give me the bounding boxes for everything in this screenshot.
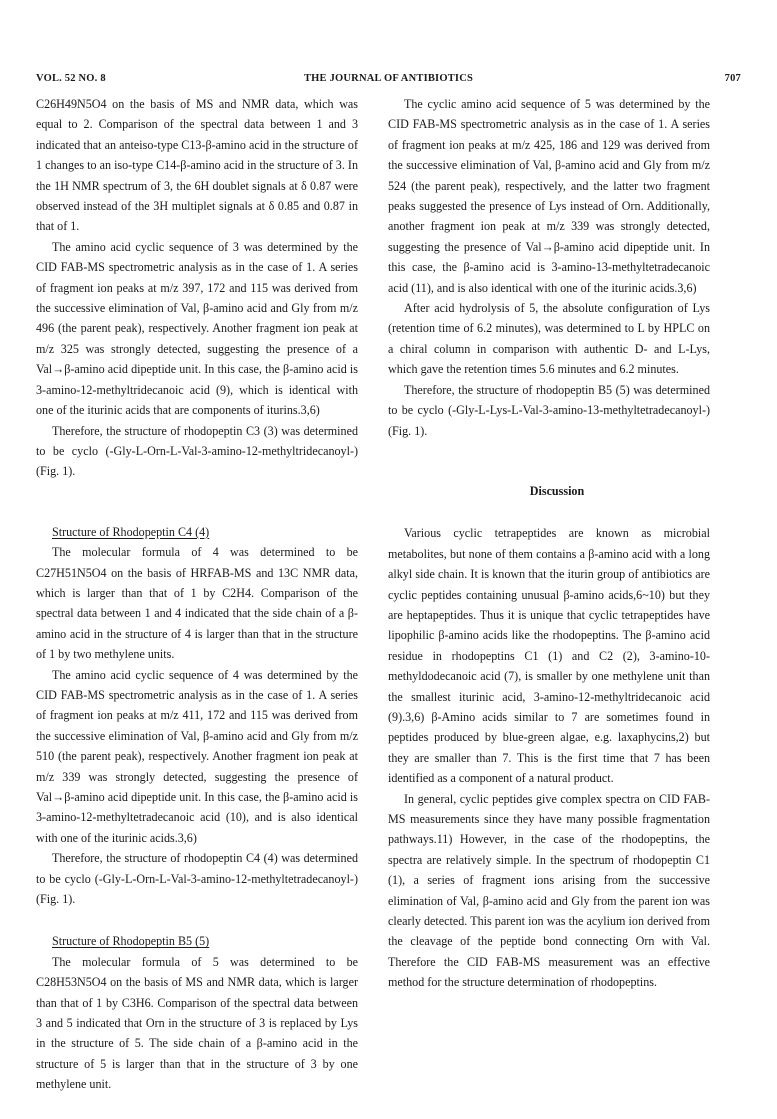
paragraph: C26H49N5O4 on the basis of MS and NMR data, which was equal to 2. Comparison of the spectral data between 1 and 3 indicated that an anteiso-type C13-β-amino acid in the structure of 1 changes to an iso-type C14-β-amino acid in the structure of 3. In the 1H NMR spectrum of 3, the 6H doublet signals at δ 0.87 were observed instead of the 3H multiplet signals at δ 0.85 and 0.87 in that of 1. xyxy=(36,97,358,234)
journal-title: THE JOURNAL OF ANTIBIOTICS xyxy=(303,73,474,84)
section-heading-c4: Structure of Rhodopeptin C4 (4) xyxy=(52,524,210,539)
paragraph: The cyclic amino acid sequence of 5 was determined by the CID FAB-MS spectrometric analysis as in the case of 1. A series of fragment ion peaks at m/z 425, 186 and 129 was derived from the successive elimination of Val, β-amino acid and Gly from m/z 524 (the parent peak), respectively, and the latter two fragment peaks suggested the presence of Lys instead of Orn. Additionally, another fragment ion peak at m/z 339 was strongly detected, suggesting the presence of Val→β-amino acid dipeptide unit. In this case, the β-amino acid is 3-amino-13-methyltetradecanoic acid (11), and is also identical with one of the iturinic acids.3,6) xyxy=(388,97,710,295)
paragraph: The amino acid cyclic sequence of 4 was determined by the CID FAB-MS spectrometric analysis as in the case of 1. A series of fragment ion peaks at m/z 411, 172 and 115 was derived from the successive elimination of Val, β-amino acid and Gly from m/z 510 (the parent peak), respectively. Another fragment ion peak at m/z 339 was strongly detected, suggesting the presence of Val→β-amino acid dipeptide unit. In this case, the β-amino acid is 3-amino-12-methyltetradecanoic acid (10), and is also identical with one of the iturinic acids.3,6) xyxy=(36,667,358,845)
paragraph: The molecular formula of 5 was determined to be C28H53N5O4 on the basis of MS and NMR data, which is larger than that of 1 by C3H6. Comparison of the spectral data between 3 and 5 indicated that Orn in the structure of 3 is replaced by Lys in the structure of 5. The side chain of a β-amino acid in the structure of 5 is larger than that in the structure of 3 by one methylene unit. xyxy=(36,954,358,1092)
section-heading-b5: Structure of Rhodopeptin B5 (5) xyxy=(52,934,210,949)
paragraph: In general, cyclic peptides give complex spectra on CID FAB-MS measurements since they have many possible fragmentation pathways.11) However, in the case of the rhodopeptins, the spectra are relatively simple. In the spectrum of rhodopeptin C1 (1), a series of fragment ions arising from the successive elimination of Val, β-amino acid and Gly from the parent ion was clearly detected. This parent ion was the acylium ion derived from the cleavage of the peptide bond connecting Orn with Val. Therefore the CID FAB-MS measurement was an effective method for the structure determination of rhodopeptins. xyxy=(388,791,710,990)
paragraph: Various cyclic tetrapeptides are known as microbial metabolites, but none of them contains a β-amino acid with a long alkyl side chain. It is known that the iturin group of antibiotics are cyclic peptides containing unusual β-amino acids,6~10) but they are heptapeptides. Thus it is unique that cyclic tetrapeptides have lipophilic β-amino acids like the rhodopeptins. The β-amino acid residue in rhodopeptins C1 (1) and C2 (2), 3-amino-10-methyldodecanoic acid (7), is smaller by one methylene unit than the smallest iturinic acid, 3-amino-12-methyltridecanoic acid (9).3,6) β-Amino acids similar to 7 are sometimes found in peptides produced by blue-green algae, e.g. laxaphycins,2) but they are smaller than 7. This is the first time that 7 has been identified as a component of a natural product. xyxy=(388,526,710,786)
paragraph: Therefore, the structure of rhodopeptin B5 (5) was determined to be cyclo (-Gly-L-Lys-L-Val-3-amino-13-methyltetradecanoyl-) (Fig. 1). xyxy=(388,382,710,438)
page-number: 707 xyxy=(724,73,741,84)
paragraph: The amino acid cyclic sequence of 3 was determined by the CID FAB-MS spectrometric analysis as in the case of 1. A series of fragment ion peaks at m/z 397, 172 and 115 was derived from the successive elimination of Val, β-amino acid and Gly from m/z 496 (the parent peak), respectively. Another fragment ion peak at m/z 325 was strongly detected, suggesting the presence of a Val→β-amino acid dipeptide unit. In this case, the β-amino acid is 3-amino-12-methyltridecanoic acid (9), which is identical with one of the iturinic acids that are components of iturins.3,6) xyxy=(36,239,358,418)
discussion-heading: Discussion xyxy=(529,483,585,498)
paragraph: Therefore, the structure of rhodopeptin C4 (4) was determined to be cyclo (-Gly-L-Orn-L-Val-3-amino-12-methyltetradecanoyl-) (Fig. 1). xyxy=(36,851,358,907)
paragraph: The molecular formula of 4 was determined to be C27H51N5O4 on the basis of HRFAB-MS and 13C NMR data, which is larger than that of 1 by C2H4. Comparison of the spectral data between 1 and 4 indicated that the side chain of a β-amino acid in the structure of 4 is larger than that in the structure of 1 by two methylene units. xyxy=(36,545,358,662)
left-column xyxy=(36,94,358,1095)
right-column xyxy=(388,94,710,993)
paragraph: Therefore, the structure of rhodopeptin C3 (3) was determined to be cyclo (-Gly-L-Orn-L-Val-3-amino-12-methyltridecanoyl-) (Fig. 1). xyxy=(36,423,358,479)
paragraph: After acid hydrolysis of 5, the absolute configuration of Lys (retention time of 6.2 minutes), was determined to L by HPLC on a chiral column in comparison with authentic D- and L-Lys, which gave the retention times 5.6 minutes and 6.2 minutes. xyxy=(388,301,710,377)
volume-label: VOL. 52 NO. 8 xyxy=(36,73,106,84)
running-header xyxy=(36,73,741,89)
